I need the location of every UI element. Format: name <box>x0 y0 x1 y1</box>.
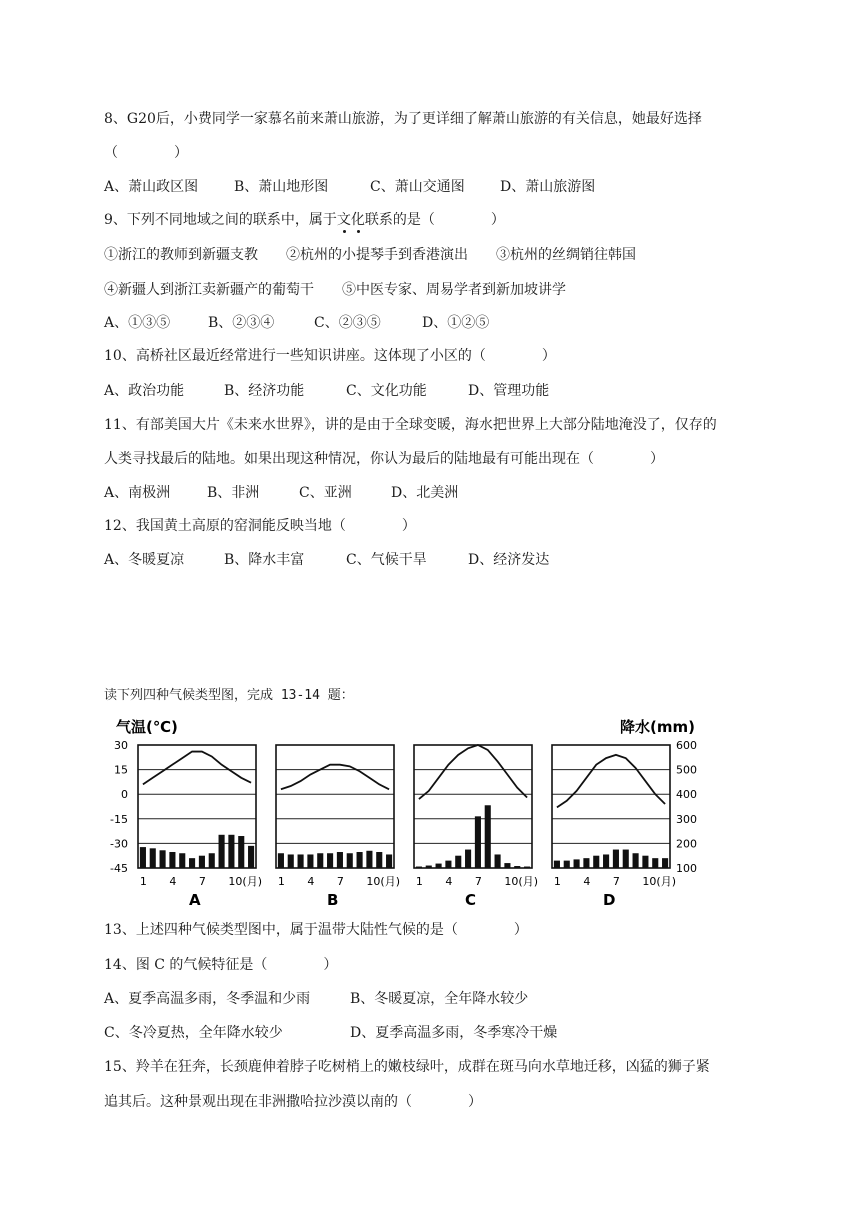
q9-option-b: B、②③④ <box>208 315 275 331</box>
precip-bar <box>169 852 175 868</box>
precip-bar <box>583 858 589 868</box>
q9-stem-suffix: 联系的是（ ） <box>364 212 505 228</box>
temp-tick-label: 15 <box>114 763 128 777</box>
q8-option-d: D、萧山旅游图 <box>500 179 596 195</box>
q11-option-d: D、北美洲 <box>391 485 459 501</box>
q15-stem-line2: 追其后。这种景观出现在非洲撒哈拉沙漠以南的（ ） <box>104 1094 482 1110</box>
q14-option-b: B、冬暖夏凉，全年降水较少 <box>350 991 529 1007</box>
temperature-line <box>419 745 527 799</box>
climate-chart-d <box>552 745 676 908</box>
precip-bar <box>426 866 432 868</box>
precip-tick-label: 200 <box>676 837 697 851</box>
q10-option-d: D、管理功能 <box>468 383 550 399</box>
q8-answer-blank: （ ） <box>104 145 188 161</box>
q12-option-c: C、气候干旱 <box>346 552 427 568</box>
precip-bar <box>455 856 461 868</box>
q12-option-a: A、冬暖夏凉 <box>104 552 185 568</box>
precip-bar <box>357 852 363 868</box>
q14-options-row1 <box>104 989 528 1009</box>
q14-options-row2 <box>104 1023 557 1043</box>
chart-panel-label: A <box>189 891 201 908</box>
climate-charts <box>100 712 700 908</box>
q11-options <box>104 483 458 503</box>
q8-option-a: A、萧山政区图 <box>104 179 199 195</box>
q9-stem-emphasis-1: 文 <box>336 212 351 228</box>
month-tick-label: 7 <box>474 875 482 888</box>
q11-stem-line2: 人类寻找最后的陆地。如果出现这种情况，你认为最后的陆地最有可能出现在（ ） <box>104 451 664 467</box>
q14-stem: 14、图 C 的气候特征是（ ） <box>104 957 338 973</box>
precip-bar <box>652 858 658 868</box>
precip-bar <box>613 850 619 868</box>
climate-chart-c <box>414 745 538 908</box>
precip-tick-label: 300 <box>676 812 697 826</box>
chart-panel-label: D <box>603 891 616 908</box>
precip-bar <box>179 853 185 868</box>
precip-bar <box>386 854 392 868</box>
chart-panel-label: C <box>465 891 477 908</box>
precip-bar <box>307 854 313 868</box>
month-tick-label: 4 <box>307 875 315 888</box>
precip-bar <box>298 854 304 868</box>
q10-option-b: B、经济功能 <box>224 383 305 399</box>
precip-tick-label: 400 <box>676 788 697 802</box>
month-tick-label: 1 <box>277 875 285 888</box>
temp-tick-label: 0 <box>121 788 128 802</box>
precip-bar <box>209 853 215 868</box>
q8-option-c: C、萧山交通图 <box>370 179 465 195</box>
month-tick-label: 7 <box>198 875 206 888</box>
precip-tick-label: 500 <box>676 763 697 777</box>
temp-tick-label: -15 <box>110 812 128 826</box>
chart-frame <box>552 745 670 868</box>
precip-bar <box>317 853 323 868</box>
q8-options <box>104 177 595 197</box>
precip-bar <box>475 816 481 868</box>
month-tick-label: 4 <box>583 875 591 888</box>
precip-bar <box>662 858 668 868</box>
chart-frame <box>276 745 394 868</box>
precip-bar <box>514 866 520 868</box>
q14-option-a: A、夏季高温多雨，冬季温和少雨 <box>104 991 311 1007</box>
month-tick-label: 10(月) <box>228 875 263 888</box>
precip-bar <box>465 850 471 868</box>
precip-bar <box>574 859 580 868</box>
q9-option-d: D、①②⑤ <box>422 315 490 331</box>
q9-option-c: C、②③⑤ <box>314 315 381 331</box>
month-tick-label: 10(月) <box>642 875 677 888</box>
precip-bar <box>278 853 284 868</box>
precip-bar <box>347 853 353 868</box>
precip-bar <box>436 864 442 868</box>
temp-tick-label: 30 <box>114 739 128 752</box>
q9-stem-emphasis-2: 化 <box>350 212 365 228</box>
precip-bar <box>593 856 599 868</box>
q8-stem: 8、G20后，小费同学一家慕名前来萧山旅游，为了更详细了解萧山旅游的有关信息，她最好选择 <box>104 111 702 127</box>
precip-bar <box>150 848 156 868</box>
precip-bar <box>238 836 244 868</box>
precip-bar <box>219 835 225 868</box>
precip-bar <box>376 852 382 868</box>
precip-bar <box>524 867 530 868</box>
precip-bar <box>140 847 146 868</box>
q8-option-b: B、萧山地形图 <box>234 179 329 195</box>
precip-bar <box>337 852 343 868</box>
precip-bar <box>633 853 639 868</box>
q11-stem-line1: 11、有部美国大片《未来水世界》，讲的是由于全球变暖，海水把世界上大部分陆地淹没了，仅存的 <box>104 417 717 433</box>
precip-bar <box>564 861 570 868</box>
q10-options <box>104 381 549 401</box>
q11-option-c: C、亚洲 <box>299 485 352 501</box>
climate-chart-a <box>138 745 262 908</box>
precip-bar <box>199 856 205 868</box>
q14-option-c: C、冬冷夏热，全年降水较少 <box>104 1025 283 1041</box>
q9-items-line2: ④新疆人到浙江卖新疆产的葡萄干 ⑤中医专家、周易学者到新加坡讲学 <box>104 282 566 298</box>
chart-panel-label: B <box>327 891 339 908</box>
q9-stem <box>104 210 505 230</box>
precip-bar <box>248 846 254 868</box>
q9-stem-prefix: 9、下列不同地域之间的联系中，属于 <box>104 212 337 228</box>
q10-option-c: C、文化功能 <box>346 383 427 399</box>
q11-option-a: A、南极洲 <box>104 485 171 501</box>
precip-bar <box>495 854 501 868</box>
precip-bar <box>603 854 609 868</box>
q12-option-d: D、经济发达 <box>468 552 550 568</box>
precip-bar <box>642 856 648 868</box>
temp-tick-label: -45 <box>110 862 128 875</box>
precip-bar <box>623 850 629 868</box>
precip-bar <box>327 853 333 868</box>
month-tick-label: 10(月) <box>366 875 401 888</box>
month-tick-label: 7 <box>336 875 344 888</box>
q9-items-line1: ①浙江的教师到新疆支教 ②杭州的小提琴手到香港演出 ③杭州的丝绸销往韩国 <box>104 247 636 263</box>
climate-chart-b <box>276 745 400 908</box>
q13-stem: 13、上述四种气候类型图中，属于温带大陆性气候的是（ ） <box>104 922 528 938</box>
month-tick-label: 7 <box>612 875 620 888</box>
q12-option-b: B、降水丰富 <box>224 552 305 568</box>
precip-bar <box>189 858 195 868</box>
precip-bar <box>445 861 451 868</box>
month-tick-label: 4 <box>445 875 453 888</box>
q12-stem: 12、我国黄土高原的窑洞能反映当地（ ） <box>104 518 416 534</box>
month-tick-label: 10(月) <box>504 875 539 888</box>
month-tick-label: 1 <box>139 875 147 888</box>
q9-options <box>104 313 489 333</box>
month-tick-label: 4 <box>169 875 177 888</box>
q14-option-d: D、夏季高温多雨，冬季寒冷干燥 <box>350 1025 558 1041</box>
month-tick-label: 1 <box>415 875 423 888</box>
precip-bar <box>288 854 294 868</box>
precip-tick-label: 100 <box>676 862 697 875</box>
temperature-line <box>557 755 665 807</box>
precip-bar <box>160 850 166 868</box>
precip-bar <box>416 867 422 868</box>
precip-bar <box>485 805 491 868</box>
q11-option-b: B、非洲 <box>207 485 260 501</box>
chart-intro: 读下列四种气候类型图，完成 13-14 题： <box>104 688 354 703</box>
precip-tick-label: 600 <box>676 739 697 752</box>
q9-option-a: A、①③⑤ <box>104 315 171 331</box>
temp-tick-label: -30 <box>110 837 128 851</box>
q10-stem: 10、高桥社区最近经常进行一些知识讲座。这体现了小区的（ ） <box>104 348 556 364</box>
precip-bar <box>228 835 234 868</box>
temperature-line <box>281 765 389 790</box>
chart-frame <box>414 745 532 868</box>
temp-axis-label: 气温(℃) <box>116 718 178 736</box>
precip-bar <box>554 861 560 868</box>
precip-bar <box>366 851 372 868</box>
q10-option-a: A、政治功能 <box>104 383 185 399</box>
temperature-line <box>143 752 251 785</box>
q12-options <box>104 550 549 570</box>
q15-stem-line1: 15、羚羊在狂奔，长颈鹿伸着脖子吃树梢上的嫩枝绿叶，成群在斑马向水草地迁移，凶猛的狮子紧 <box>104 1059 710 1075</box>
precip-axis-label: 降水(mm) <box>620 718 695 736</box>
month-tick-label: 1 <box>553 875 561 888</box>
precip-bar <box>504 863 510 868</box>
